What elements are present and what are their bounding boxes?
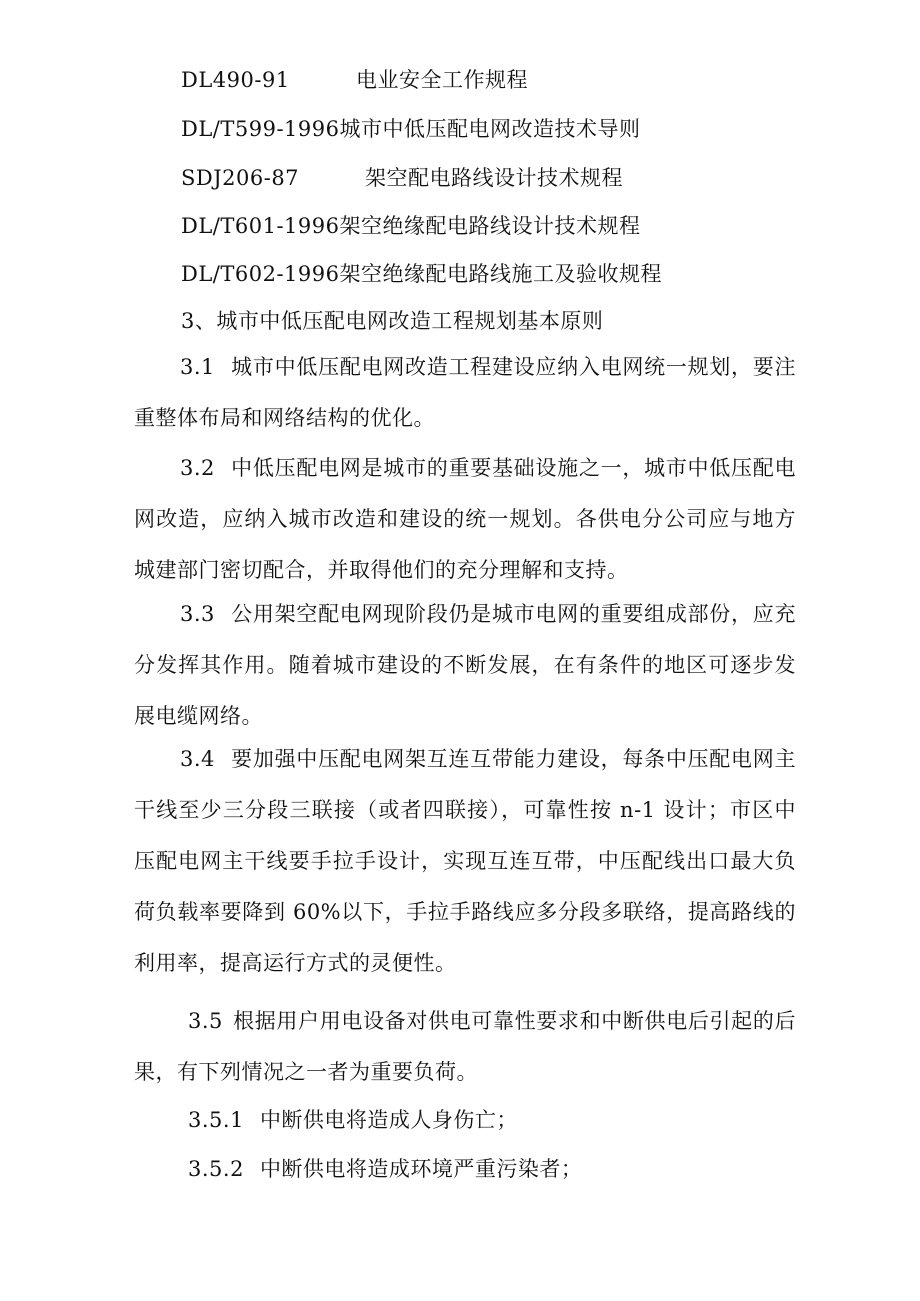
standard-title: 架空绝缘配电路线设计技术规程: [339, 214, 641, 238]
paragraph-3-4: [134, 734, 796, 989]
standard-item: [181, 117, 641, 141]
standard-item: [181, 166, 623, 190]
clause-text: 中断供电将造成人身伤亡；: [259, 1108, 518, 1132]
clause-number: 3.3: [180, 602, 215, 626]
standard-item: [181, 68, 528, 92]
section-heading: 3、城市中低压配电网改造工程规划基本原则: [181, 309, 604, 333]
clause-text: 要加强中压配电网架互连互带能力建设，每条中压配电网主干线至少三分段三联接（或者四联接），可靠性按 n-1 设计；市区中压配电网主干线要手拉手设计，实现互连互带，中压配线出口最大负荷负载率要降到 60%以下，手拉手路线应多分段多联络，提高路线的利用率，提高运行方式的灵便性。: [134, 747, 796, 975]
paragraph-3-5-2: [188, 1157, 582, 1181]
clause-text: 公用架空配电网现阶段仍是城市电网的重要组成部份，应充分发挥其作用。随着城市建设的不断发展，在有条件的地区可逐步发展电缆网络。: [134, 602, 796, 728]
standard-code: SDJ206-87: [181, 166, 300, 190]
standard-title: 架空绝缘配电路线施工及验收规程: [339, 262, 662, 286]
standard-code: DL/T601-1996: [181, 214, 340, 238]
standard-title: 电业安全工作规程: [356, 68, 528, 92]
paragraph-3-1: [134, 342, 796, 444]
standard-code: DL/T602-1996: [181, 262, 340, 286]
standard-title: 架空配电路线设计技术规程: [365, 166, 623, 190]
paragraph-3-5: [134, 996, 796, 1098]
clause-number: 3.4: [180, 747, 215, 771]
clause-number: 3.2: [180, 456, 215, 480]
clause-text: 中断供电将造成环境严重污染者；: [259, 1157, 583, 1181]
paragraph-3-2: [134, 443, 796, 596]
standard-code: DL490-91: [181, 68, 290, 92]
standard-code: DL/T599-1996: [181, 117, 340, 141]
paragraph-3-5-1: [188, 1108, 518, 1132]
standard-title: 城市中低压配电网改造技术导则: [339, 117, 641, 141]
clause-number: 3.5.2: [188, 1157, 244, 1181]
clause-text: 城市中低压配电网改造工程建设应纳入电网统一规划，要注重整体布局和网络结构的优化。: [134, 355, 796, 430]
clause-number: 3.5.1: [188, 1108, 244, 1132]
clause-number: 3.5: [188, 1009, 223, 1033]
paragraph-3-3: [134, 589, 796, 742]
clause-number: 3.1: [180, 355, 215, 379]
standard-item: [181, 214, 641, 238]
standard-item: [181, 262, 662, 286]
clause-text: 根据用户用电设备对供电可靠性要求和中断供电后引起的后果，有下列情况之一者为重要负荷。: [134, 1009, 796, 1084]
clause-text: 中低压配电网是城市的重要基础设施之一，城市中低压配电网改造，应纳入城市改造和建设的统一规划。各供电分公司应与地方城建部门密切配合，并取得他们的充分理解和支持。: [134, 456, 796, 582]
